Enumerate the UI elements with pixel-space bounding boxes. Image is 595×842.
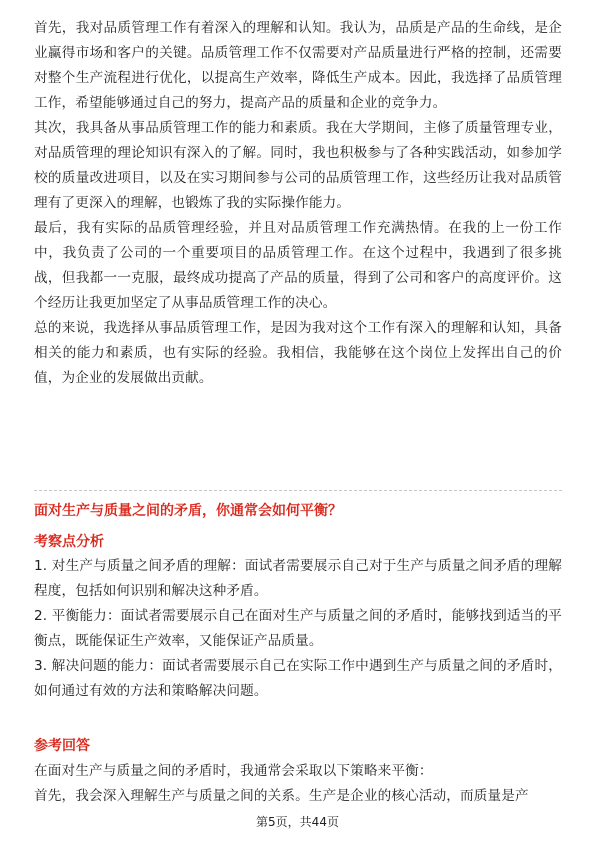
analysis-heading: 考察点分析 [34,534,104,550]
intro-section [34,16,562,391]
intro-paragraph-4: 总的来说，我选择从事品质管理工作，是因为我对这个工作有深入的理解和认知，具备相关的能力和素质，也有实际的经验。我相信，我能够在这个岗位上发挥出自己的价值，为企业的发展做出贡献。 [34,320,562,386]
analysis-item-2: 2. 平衡能力：面试者需要展示自己在面对生产与质量之间的矛盾时，能够找到适当的平衡点，既能保证生产效率，又能保证产品质量。 [34,608,562,649]
analysis-item-3: 3. 解决问题的能力：面试者需要展示自己在实际工作中遇到生产与质量之间的矛盾时，如何通过有效的方法和策略解决问题。 [34,658,562,699]
answer-paragraph-2: 首先，我会深入理解生产与质量之间的关系。生产是企业的核心活动，而质量是产 [34,788,529,804]
intro-paragraph-2: 其次，我具备从事品质管理工作的能力和素质。我在大学期间，主修了质量管理专业，对品质管理的理论知识有深入的了解。同时，我也积极参与了各种实践活动，如参加学校的质量改进项目，以及在实习期间参与公司的品质管理工作，这些经历让我对品质管理有了更深入的理解，也锻炼了我的实际操作能力。 [34,120,562,211]
answer-section [34,759,562,809]
page-number-footer: 第5页，共44页 [256,815,339,829]
interview-question: 面对生产与质量之间的矛盾，你通常会如何平衡？ [34,503,342,519]
intro-paragraph-3: 最后，我有实际的品质管理经验，并且对品质管理工作充满热情。在我的上一份工作中，我负责了公司的一个重要项目的品质管理工作。在这个过程中，我遇到了很多挑战，但我都一一克服，最终成功提高了产品的质量，得到了公司和客户的高度评价。这个经历让我更加坚定了从事品质管理工作的决心。 [34,220,562,311]
analysis-list [34,554,562,704]
answer-paragraph-1: 在面对生产与质量之间的矛盾时，我通常会采取以下策略来平衡： [34,763,433,779]
analysis-item-1: 1. 对生产与质量之间矛盾的理解：面试者需要展示自己对于生产与质量之间矛盾的理解程度，包括如何识别和解决这种矛盾。 [34,558,562,599]
section-divider [34,490,562,491]
intro-paragraph-1: 首先，我对品质管理工作有着深入的理解和认知。我认为，品质是产品的生命线，是企业赢得市场和客户的关键。品质管理工作不仅需要对产品质量进行严格的控制，还需要对整个生产流程进行优化，以提高生产效率，降低生产成本。因此，我选择了品质管理工作，希望能够通过自己的努力，提高产品的质量和企业的竞争力。 [34,20,562,111]
answer-heading: 参考回答 [34,738,90,754]
